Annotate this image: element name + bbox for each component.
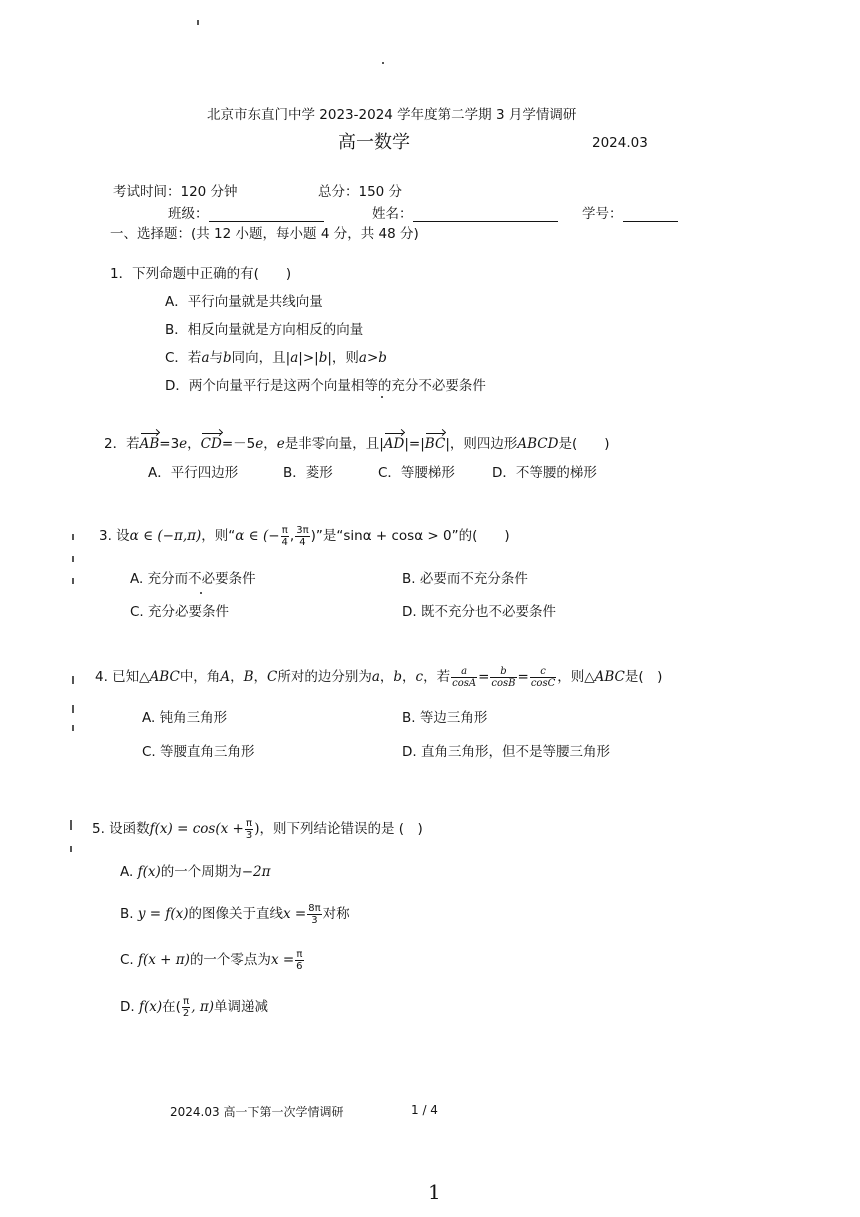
q3-option-d: D. 既不充分也不必要条件 — [402, 604, 556, 620]
scan-speck — [72, 578, 74, 584]
q2-option-c: C．等腰梯形 — [378, 465, 455, 481]
footer-page: 1 / 4 — [411, 1103, 438, 1117]
q2-option-d: D．不等腰的梯形 — [492, 465, 597, 481]
section-title: 一、选择题：(共 12 小题，每小题 4 分，共 48 分) — [110, 226, 419, 242]
q4-stem: 4. 已知△ABC中，角A，B，C所对的边分别为a，b，c，若 $\frac{a}{\cos A}$ = $\frac{b}{\cos B}$ = $\frac{c}{\cos C}$ ，则△ABC是( ) — [95, 665, 663, 689]
name-blank — [413, 207, 558, 222]
q5-option-a: A. f(x)的一个周期为−2π — [120, 864, 271, 880]
q3-stem: 3. 设α ∈ (−π,π)，则“α ∈ (− $\frac{\pi}{4}$ , $\frac{3\pi}{4}$ )”是“sinα + cosα > 0”的( ) — [99, 524, 510, 548]
class-label: 班级： — [168, 206, 209, 222]
scan-speck — [72, 725, 74, 731]
q1-option-d: D．两个向量平行是这两个向量相等的充分不必要条件 — [165, 378, 486, 394]
q4-option-c: C. 等腰直角三角形 — [142, 744, 255, 760]
q2-option-a: A．平行四边形 — [148, 465, 239, 481]
footer-left: 2024.03 高一下第一次学情调研 — [170, 1105, 344, 1119]
id-blank — [623, 207, 678, 222]
scan-speck — [72, 705, 74, 713]
q1-stem: 1．下列命题中正确的有( ) — [110, 266, 292, 282]
name-field — [372, 202, 558, 222]
q1-option-c: C．若a与b同向，且|a|>|b|，则a>b — [165, 350, 387, 366]
page-number: 1 — [428, 1180, 441, 1204]
q5-option-b: B. y = f(x)的图像关于直线x = $\frac{8\pi}{3}$ 对称 — [120, 902, 350, 926]
fraction-8pi-3: $\frac{8\pi}{3}$ — [308, 902, 321, 926]
scan-speck — [381, 396, 383, 398]
scan-speck — [382, 62, 384, 64]
fraction-pi-2: $\frac{\pi}{2}$ — [182, 995, 190, 1019]
total-score: 总分：150 分 — [318, 184, 403, 200]
exam-time: 考试时间：120 分钟 — [113, 184, 238, 200]
scan-speck — [197, 20, 199, 25]
fraction-pi-3: $\frac{\pi}{3}$ — [245, 817, 253, 841]
fraction-3pi-4: $\frac{3\pi}{4}$ — [296, 524, 309, 548]
q1-option-a: A．平行向量就是共线向量 — [165, 294, 323, 310]
vector-bc: BC — [424, 436, 446, 452]
vector-cd: CD — [200, 436, 222, 452]
q2-option-b: B．菱形 — [283, 465, 333, 481]
scan-speck — [70, 820, 72, 830]
scan-speck — [72, 676, 74, 684]
fraction-b-cosb: $\frac{b}{\cos B}$ — [491, 665, 516, 689]
name-label: 姓名： — [372, 206, 413, 222]
vector-ab: AB — [139, 436, 160, 452]
exam-title: 北京市东直门中学 2023-2024 学年度第二学期 3 月学情调研 — [207, 107, 577, 123]
fraction-pi-6: $\frac{\pi}{6}$ — [296, 948, 303, 972]
scan-speck — [72, 556, 74, 562]
q5-option-d: D. f(x)在( $\frac{\pi}{2}$ , π)单调递减 — [120, 995, 269, 1019]
subject-title: 高一数学 — [338, 132, 410, 153]
fraction-c-cosc: $\frac{c}{\cos C}$ — [530, 665, 556, 689]
q3-option-b: B. 必要而不充分条件 — [402, 571, 528, 587]
id-label: 学号： — [582, 206, 623, 222]
class-blank — [209, 207, 324, 222]
q4-option-b: B. 等边三角形 — [402, 710, 488, 726]
exam-date: 2024.03 — [592, 135, 648, 151]
class-field — [168, 202, 324, 222]
q3-option-a: A. 充分而不必要条件 — [130, 571, 256, 587]
q3-option-c: C. 充分必要条件 — [130, 604, 230, 620]
fraction-a-cosa: $\frac{a}{\cos A}$ — [452, 665, 477, 689]
fraction-pi-4: $\frac{\pi}{4}$ — [281, 524, 288, 548]
q2-stem: 2．若AB=3e，CD=－5e，e是非零向量，且|AD|=|BC|，则四边形ABCD是( ) — [104, 436, 610, 452]
q1-option-b: B．相反向量就是方向相反的向量 — [165, 322, 364, 338]
scan-speck — [70, 846, 72, 852]
q5-option-c: C. f(x + π)的一个零点为x = $\frac{\pi}{6}$ — [120, 948, 303, 972]
q5-stem: 5. 设函数f(x) = cos(x + $\frac{\pi}{3}$ )，则下列结论错误的是 ( ) — [92, 817, 423, 841]
id-field — [582, 202, 678, 222]
scan-speck — [200, 592, 202, 594]
vector-ad: AD — [383, 436, 405, 452]
q4-option-d: D. 直角三角形，但不是等腰三角形 — [402, 744, 610, 760]
scan-speck — [72, 534, 74, 540]
q4-option-a: A. 钝角三角形 — [142, 710, 228, 726]
